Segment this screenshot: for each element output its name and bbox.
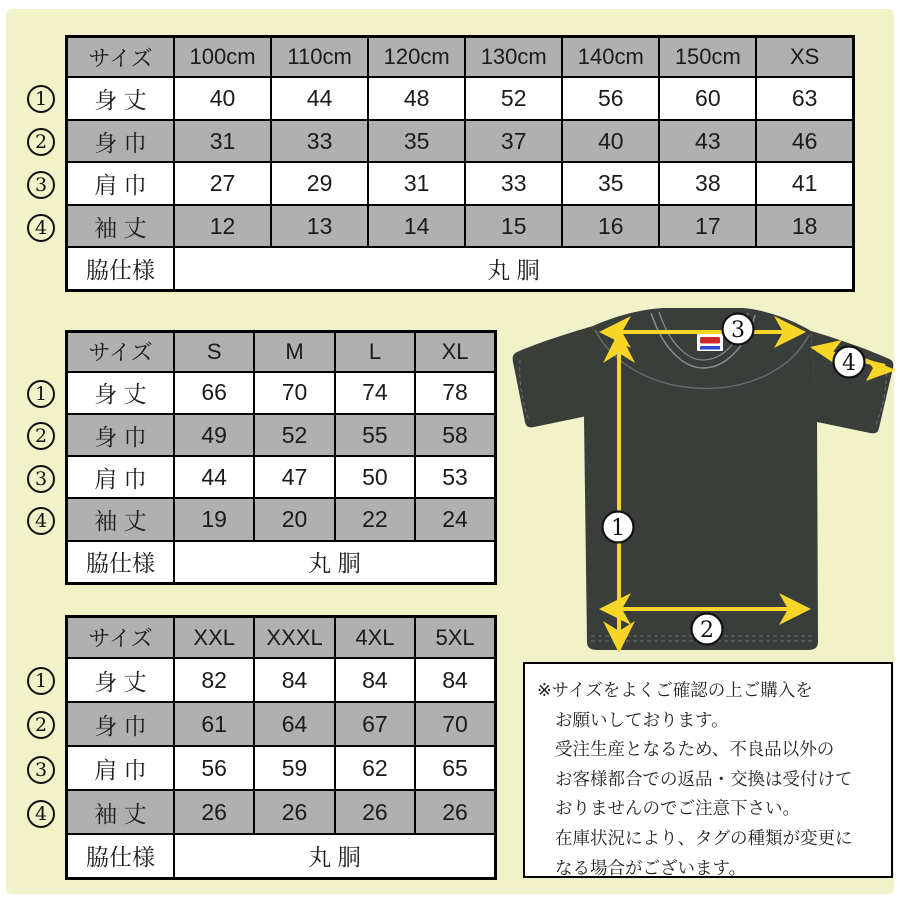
size-value: 35	[562, 162, 659, 205]
row-label: 身 巾	[67, 120, 175, 163]
size-value: 27	[174, 162, 271, 205]
size-value: 47	[254, 456, 334, 498]
size-value: 13	[271, 205, 368, 248]
note-line: 在庫状況により、タグの種類が変更に	[555, 827, 853, 848]
size-value: 65	[415, 746, 495, 790]
row-label: 身 丈	[67, 372, 175, 414]
marker-2-icon: 2	[27, 422, 55, 450]
size-value: 26	[254, 790, 334, 834]
size-value: 58	[415, 414, 495, 456]
marker-2-icon: 2	[27, 711, 55, 739]
marker-4-icon: 4	[27, 214, 55, 242]
size-value: 38	[659, 162, 756, 205]
tshirt-left-sleeve	[513, 326, 593, 427]
note-line: おりませんのでご注意下さい。	[555, 798, 800, 819]
size-value: 74	[335, 372, 415, 414]
marker-1-icon: 1	[27, 380, 55, 408]
column-header: 110cm	[271, 37, 368, 78]
size-value: 16	[562, 205, 659, 248]
footer-label: 脇仕様	[67, 541, 175, 584]
column-header: M	[254, 332, 334, 372]
footer-label: 脇仕様	[67, 247, 175, 290]
size-value: 33	[271, 120, 368, 163]
note-line: 受注生産となるため、不良品以外の	[555, 739, 835, 760]
size-value: 26	[335, 790, 415, 834]
size-value: 40	[174, 77, 271, 120]
size-value: 50	[335, 456, 415, 498]
size-value: 60	[659, 77, 756, 120]
size-table-adult	[65, 330, 497, 585]
row-label: 身 巾	[67, 414, 175, 456]
footer-value: 丸 胴	[174, 247, 854, 290]
size-value: 41	[756, 162, 853, 205]
size-value: 19	[174, 498, 254, 540]
marker-3-icon: 3	[27, 171, 55, 199]
badge-4-icon: 4	[842, 351, 856, 376]
size-value: 24	[415, 498, 495, 540]
size-table-big	[65, 615, 497, 880]
marker-4-icon: 4	[27, 507, 55, 535]
size-header-cell: サイズ	[67, 37, 175, 78]
size-value: 37	[465, 120, 562, 163]
size-value: 61	[174, 702, 254, 746]
size-value: 33	[465, 162, 562, 205]
size-value: 35	[368, 120, 465, 163]
size-value: 64	[254, 702, 334, 746]
row-label: 身 丈	[67, 658, 175, 702]
footer-label: 脇仕様	[67, 834, 175, 879]
size-value: 43	[659, 120, 756, 163]
badge-3-icon: 3	[731, 318, 745, 343]
size-value: 84	[254, 658, 334, 702]
note-line: お願いしております。	[555, 709, 729, 730]
column-header: 5XL	[415, 617, 495, 659]
size-value: 29	[271, 162, 368, 205]
row-label: 身 巾	[67, 702, 175, 746]
column-header: XS	[756, 37, 853, 78]
size-value: 26	[415, 790, 495, 834]
note-line: なる場合がございます。	[555, 857, 747, 878]
size-value: 70	[254, 372, 334, 414]
size-value: 84	[335, 658, 415, 702]
badge-2-icon: 2	[700, 618, 714, 643]
column-header: 100cm	[174, 37, 271, 78]
row-label: 袖 丈	[67, 498, 175, 540]
marker-2-icon: 2	[27, 128, 55, 156]
tshirt-measurement-diagram	[505, 300, 900, 662]
size-value: 55	[335, 414, 415, 456]
marker-1-icon: 1	[27, 85, 55, 113]
column-header: 130cm	[465, 37, 562, 78]
size-value: 59	[254, 746, 334, 790]
size-value: 82	[174, 658, 254, 702]
size-value: 56	[562, 77, 659, 120]
size-value: 62	[335, 746, 415, 790]
row-label: 袖 丈	[67, 790, 175, 834]
size-value: 78	[415, 372, 495, 414]
size-header-cell: サイズ	[67, 617, 175, 659]
size-value: 20	[254, 498, 334, 540]
footer-value: 丸 胴	[174, 541, 496, 584]
note-line: ※サイズをよくご確認の上ご購入を	[537, 680, 813, 700]
marker-1-icon: 1	[27, 667, 55, 695]
row-label: 肩 巾	[67, 162, 175, 205]
column-header: S	[174, 332, 254, 372]
size-value: 46	[756, 120, 853, 163]
size-value: 22	[335, 498, 415, 540]
row-label: 肩 巾	[67, 456, 175, 498]
size-value: 44	[174, 456, 254, 498]
size-value: 44	[271, 77, 368, 120]
size-value: 67	[335, 702, 415, 746]
canvas-background	[6, 9, 894, 894]
size-value: 14	[368, 205, 465, 248]
size-value: 56	[174, 746, 254, 790]
size-value: 17	[659, 205, 756, 248]
size-value: 31	[174, 120, 271, 163]
column-header: XL	[415, 332, 495, 372]
brand-tag-icon	[697, 334, 723, 351]
size-value: 31	[368, 162, 465, 205]
column-header: XXL	[174, 617, 254, 659]
row-label: 袖 丈	[67, 205, 175, 248]
badge-1-icon: 1	[611, 516, 625, 541]
size-header-cell: サイズ	[67, 332, 175, 372]
marker-3-icon: 3	[27, 756, 55, 784]
column-header: XXXL	[254, 617, 334, 659]
size-table-kids	[65, 35, 855, 292]
size-value: 70	[415, 702, 495, 746]
note-box	[523, 662, 893, 878]
size-value: 66	[174, 372, 254, 414]
size-value: 48	[368, 77, 465, 120]
size-value: 84	[415, 658, 495, 702]
marker-3-icon: 3	[27, 465, 55, 493]
size-value: 63	[756, 77, 853, 120]
size-value: 53	[415, 456, 495, 498]
size-value: 52	[254, 414, 334, 456]
size-value: 26	[174, 790, 254, 834]
row-label: 肩 巾	[67, 746, 175, 790]
footer-value: 丸 胴	[174, 834, 496, 879]
size-value: 18	[756, 205, 853, 248]
size-value: 15	[465, 205, 562, 248]
row-label: 身 丈	[67, 77, 175, 120]
size-value: 40	[562, 120, 659, 163]
size-value: 52	[465, 77, 562, 120]
column-header: 120cm	[368, 37, 465, 78]
size-value: 12	[174, 205, 271, 248]
column-header: 150cm	[659, 37, 756, 78]
column-header: 140cm	[562, 37, 659, 78]
marker-4-icon: 4	[27, 800, 55, 828]
note-line: お客様都合での返品・交換は受付けて	[555, 768, 853, 789]
size-value: 49	[174, 414, 254, 456]
column-header: L	[335, 332, 415, 372]
column-header: 4XL	[335, 617, 415, 659]
